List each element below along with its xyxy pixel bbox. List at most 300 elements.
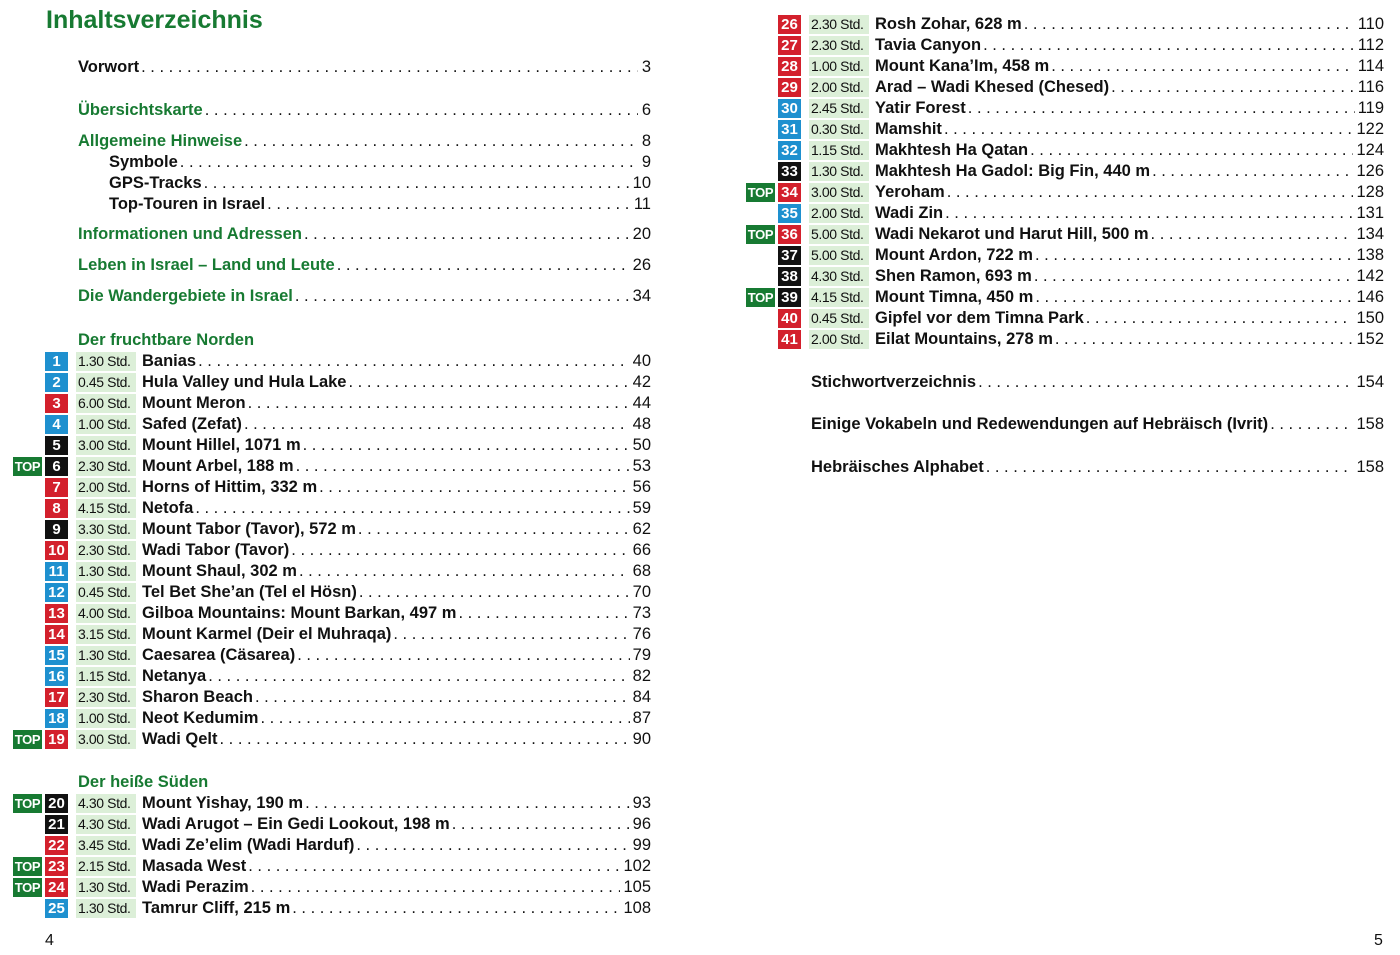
tour-entry-30[interactable] <box>778 98 1384 119</box>
tour-page: 116 <box>1357 78 1384 96</box>
toc-entry-label: Die Wandergebiete in Israel <box>78 287 293 305</box>
tour-entry-28[interactable] <box>778 56 1384 77</box>
tour-number-badge: 1 <box>45 352 68 371</box>
toc-entry-label: Leben in Israel – Land und Leute <box>78 256 335 274</box>
tour-name: Mount Ardon, 722 m <box>875 246 1033 264</box>
tour-duration: 1.15 Std. <box>76 667 136 686</box>
tour-page: 105 <box>623 878 651 896</box>
tour-number-badge: 6 <box>45 457 68 476</box>
tour-page: 102 <box>623 857 651 875</box>
tour-page: 59 <box>632 499 651 517</box>
tour-name: Mount Arbel, 188 m <box>142 457 294 475</box>
leader-dots <box>141 57 638 78</box>
tour-page: 110 <box>1357 15 1384 33</box>
tour-number-badge: 37 <box>778 246 801 265</box>
toc-entry-label: Allgemeine Hinweise <box>78 132 243 150</box>
tour-page: 53 <box>632 457 651 475</box>
toc-entry-alphabet[interactable] <box>811 457 1384 478</box>
leader-dots <box>1086 309 1354 328</box>
tour-page: 99 <box>632 836 651 854</box>
tour-name: Makhtesh Ha Gadol: Big Fin, 440 m <box>875 162 1151 180</box>
tour-name: Sharon Beach <box>142 688 253 706</box>
tour-entry-19[interactable] <box>14 729 651 750</box>
toc-entry-page: 154 <box>1356 373 1384 391</box>
tour-number-badge: 39 <box>778 288 801 307</box>
tour-entry-27[interactable] <box>778 35 1384 56</box>
tour-page: 152 <box>1356 330 1384 348</box>
tour-page: 142 <box>1356 267 1384 285</box>
tour-entry-13[interactable] <box>45 603 651 624</box>
tour-page: 48 <box>632 415 651 433</box>
tour-page: 50 <box>632 436 651 454</box>
section-heading-south: Der heiße Süden <box>78 773 209 791</box>
tour-page: 146 <box>1356 288 1384 306</box>
leader-dots <box>219 730 629 749</box>
tour-duration: 0.30 Std. <box>809 120 869 139</box>
tour-duration: 3.00 Std. <box>809 183 869 202</box>
top-tour-badge: TOP <box>14 859 41 874</box>
leader-dots <box>349 373 630 392</box>
tour-duration: 1.30 Std. <box>76 899 136 918</box>
toc-entry-page: 158 <box>1356 458 1384 476</box>
tour-page: 84 <box>632 688 651 706</box>
tour-name: Arad – Wadi Khesed (Chesed) <box>875 78 1110 96</box>
tour-duration: 0.45 Std. <box>809 309 869 328</box>
leader-dots <box>296 457 630 476</box>
tour-list-north <box>14 351 651 750</box>
tour-number-badge: 34 <box>778 183 801 202</box>
tour-page: 68 <box>632 562 651 580</box>
tour-name: Wadi Qelt <box>142 730 218 748</box>
tour-entry-14[interactable] <box>45 624 651 645</box>
tour-name: Wadi Zin <box>875 204 944 222</box>
toc-entry-label: Übersichtskarte <box>78 101 203 119</box>
tour-number-badge: 19 <box>45 730 68 749</box>
leader-dots <box>251 878 621 897</box>
tour-number-badge: 12 <box>45 583 68 602</box>
leader-dots <box>305 794 630 813</box>
tour-number-badge: 21 <box>45 815 68 834</box>
tour-name: Tavia Canyon <box>875 36 982 54</box>
tour-entry-12[interactable] <box>45 582 651 603</box>
leader-dots <box>248 857 620 876</box>
tour-number-badge: 26 <box>778 15 801 34</box>
tour-page: 42 <box>632 373 651 391</box>
tour-entry-1[interactable] <box>45 351 651 372</box>
tour-duration: 0.45 Std. <box>76 373 136 392</box>
tour-duration: 3.00 Std. <box>76 436 136 455</box>
tour-number-badge: 7 <box>45 478 68 497</box>
tour-duration: 2.00 Std. <box>809 204 869 223</box>
toc-entry-page: 6 <box>641 101 651 119</box>
tour-page: 96 <box>632 815 651 833</box>
tour-duration: 1.00 Std. <box>76 415 136 434</box>
leader-dots <box>198 352 630 371</box>
tour-entry-25[interactable] <box>45 898 651 919</box>
tour-number-badge: 38 <box>778 267 801 286</box>
tour-entry-7[interactable] <box>45 477 651 498</box>
leader-dots <box>1024 15 1355 34</box>
tour-number-badge: 32 <box>778 141 801 160</box>
tour-name: Netofa <box>142 499 194 517</box>
top-tour-badge: TOP <box>14 880 41 895</box>
toc-entry-gps-tracks[interactable] <box>109 173 651 194</box>
toc-entry-allgemeine-hinweise[interactable] <box>78 131 651 152</box>
tour-number-badge: 40 <box>778 309 801 328</box>
tour-entry-37[interactable] <box>778 245 1384 266</box>
tour-duration: 3.15 Std. <box>76 625 136 644</box>
tour-name: Tel Bet She’an (Tel el Hösn) <box>142 583 357 601</box>
tour-entry-9[interactable] <box>45 519 651 540</box>
tour-name: Banias <box>142 352 197 370</box>
tour-duration: 2.30 Std. <box>76 688 136 707</box>
leader-dots <box>208 667 629 686</box>
tour-name: Wadi Perazim <box>142 878 249 896</box>
tour-page: 138 <box>1356 246 1384 264</box>
leader-dots <box>248 394 630 413</box>
tour-duration: 2.00 Std. <box>809 330 869 349</box>
leader-dots <box>299 562 630 581</box>
tour-name: Hula Valley und Hula Lake <box>142 373 347 391</box>
toc-entry-vokabeln[interactable] <box>811 414 1384 435</box>
leader-dots <box>945 204 1353 223</box>
leader-dots <box>968 99 1355 118</box>
tour-entry-21[interactable] <box>45 814 651 835</box>
toc-entry-page: 26 <box>632 256 651 274</box>
tour-entry-2[interactable] <box>45 372 651 393</box>
tour-number-badge: 33 <box>778 162 801 181</box>
tour-number-badge: 31 <box>778 120 801 139</box>
tour-duration: 2.00 Std. <box>809 78 869 97</box>
leader-dots <box>260 709 629 728</box>
tour-page: 76 <box>632 625 651 643</box>
tour-duration: 6.00 Std. <box>76 394 136 413</box>
tour-entry-24[interactable] <box>14 877 651 898</box>
tour-duration: 4.00 Std. <box>76 604 136 623</box>
tour-page: 112 <box>1357 36 1384 54</box>
tour-number-badge: 27 <box>778 36 801 55</box>
tour-duration: 3.45 Std. <box>76 836 136 855</box>
tour-number-badge: 18 <box>45 709 68 728</box>
toc-entry-leben-in-israel[interactable] <box>78 255 651 276</box>
tour-number-badge: 36 <box>778 225 801 244</box>
leader-dots <box>983 36 1355 55</box>
toc-entry-label: Symbole <box>109 153 178 171</box>
tour-number-badge: 28 <box>778 57 801 76</box>
tour-name: Eilat Mountains, 278 m <box>875 330 1053 348</box>
tour-number-badge: 24 <box>45 878 68 897</box>
toc-entry-page: 9 <box>641 153 651 171</box>
toc-entry-label: Top-Touren in Israel <box>109 195 266 213</box>
tour-entry-35[interactable] <box>778 203 1384 224</box>
tour-duration: 3.30 Std. <box>76 520 136 539</box>
tour-name: Rosh Zohar, 628 m <box>875 15 1022 33</box>
leader-dots <box>1152 162 1353 181</box>
tour-page: 134 <box>1356 225 1384 243</box>
leader-dots <box>180 152 638 173</box>
tour-entry-40[interactable] <box>778 308 1384 329</box>
tour-entry-23[interactable] <box>14 856 651 877</box>
tour-name: Tamrur Cliff, 215 m <box>142 899 291 917</box>
tour-number-badge: 13 <box>45 604 68 623</box>
tour-number-badge: 22 <box>45 836 68 855</box>
toc-entry-label: Einige Vokabeln und Redewendungen auf Hebräisch (Ivrit) <box>811 415 1269 433</box>
toc-entry-page: 20 <box>632 225 651 243</box>
toc-entry-page: 3 <box>641 58 651 76</box>
tour-entry-26[interactable] <box>778 14 1384 35</box>
tour-duration: 1.30 Std. <box>76 352 136 371</box>
leader-dots <box>978 372 1352 393</box>
tour-number-badge: 10 <box>45 541 68 560</box>
tour-page: 128 <box>1356 183 1384 201</box>
tour-number-badge: 4 <box>45 415 68 434</box>
tour-page: 66 <box>632 541 651 559</box>
toc-entry-page: 8 <box>641 132 651 150</box>
toc-entry-uebersichtskarte[interactable] <box>78 100 651 121</box>
tour-name: Mount Yishay, 190 m <box>142 794 304 812</box>
leader-dots <box>1034 267 1354 286</box>
tour-duration: 1.30 Std. <box>76 878 136 897</box>
tour-name: Wadi Nekarot und Harut Hill, 500 m <box>875 225 1149 243</box>
leader-dots <box>359 583 630 602</box>
leader-dots <box>304 224 629 245</box>
toc-entry-label: Vorwort <box>78 58 140 76</box>
leader-dots <box>947 183 1354 202</box>
leader-dots <box>1270 414 1352 435</box>
tour-page: 114 <box>1357 57 1384 75</box>
tour-number-badge: 29 <box>778 78 801 97</box>
leader-dots <box>1035 288 1353 307</box>
leader-dots <box>986 457 1353 478</box>
tour-name: Caesarea (Cäsarea) <box>142 646 296 664</box>
leader-dots <box>303 436 630 455</box>
tour-duration: 3.00 Std. <box>76 730 136 749</box>
top-tour-badge: TOP <box>14 732 41 747</box>
tour-name: Mamshit <box>875 120 942 138</box>
tour-number-badge: 3 <box>45 394 68 413</box>
tour-page: 119 <box>1357 99 1384 117</box>
leader-dots <box>1030 141 1353 160</box>
tour-entry-5[interactable] <box>45 435 651 456</box>
tour-duration: 4.30 Std. <box>76 794 136 813</box>
leader-dots <box>1111 78 1355 97</box>
toc-entry-vorwort[interactable] <box>78 57 651 78</box>
leader-dots <box>458 604 629 623</box>
top-tour-badge: TOP <box>14 796 41 811</box>
tour-duration: 1.00 Std. <box>76 709 136 728</box>
leader-dots <box>1151 225 1354 244</box>
tour-entry-38[interactable] <box>778 266 1384 287</box>
tour-name: Masada West <box>142 857 247 875</box>
leader-dots <box>319 478 630 497</box>
tour-duration: 4.15 Std. <box>809 288 869 307</box>
tour-entry-4[interactable] <box>45 414 651 435</box>
toc-entry-wandergebiete[interactable] <box>78 286 651 307</box>
leader-dots <box>358 520 630 539</box>
tour-page: 87 <box>632 709 651 727</box>
tour-entry-11[interactable] <box>45 561 651 582</box>
tour-number-badge: 35 <box>778 204 801 223</box>
tour-page: 62 <box>632 520 651 538</box>
page-number-right: 5 <box>1374 932 1383 949</box>
tour-list-south <box>14 793 651 919</box>
tour-duration: 4.30 Std. <box>76 815 136 834</box>
toc-entry-label: GPS-Tracks <box>109 174 202 192</box>
tour-page: 79 <box>632 646 651 664</box>
tour-entry-39[interactable] <box>747 287 1384 308</box>
tour-entry-3[interactable] <box>45 393 651 414</box>
tour-duration: 0.45 Std. <box>76 583 136 602</box>
leader-dots <box>295 286 629 307</box>
tour-entry-20[interactable] <box>14 793 651 814</box>
tour-name: Horns of Hittim, 332 m <box>142 478 318 496</box>
leader-dots <box>356 836 629 855</box>
tour-page: 44 <box>632 394 651 412</box>
tour-name: Mount Shaul, 302 m <box>142 562 297 580</box>
toc-entry-informationen[interactable] <box>78 224 651 245</box>
tour-duration: 2.30 Std. <box>809 15 869 34</box>
tour-entry-32[interactable] <box>778 140 1384 161</box>
tour-page: 122 <box>1356 120 1384 138</box>
tour-name: Wadi Arugot – Ein Gedi Lookout, 198 m <box>142 815 450 833</box>
tour-number-badge: 2 <box>45 373 68 392</box>
tour-entry-36[interactable] <box>747 224 1384 245</box>
toc-entry-label: Informationen und Adressen <box>78 225 302 243</box>
tour-entry-29[interactable] <box>778 77 1384 98</box>
tour-name: Wadi Tabor (Tavor) <box>142 541 290 559</box>
tour-page: 73 <box>632 604 651 622</box>
tour-entry-6[interactable] <box>14 456 651 477</box>
tour-name: Neot Kedumim <box>142 709 259 727</box>
tour-duration: 5.00 Std. <box>809 246 869 265</box>
tour-name: Mount Hillel, 1071 m <box>142 436 301 454</box>
tour-number-badge: 15 <box>45 646 68 665</box>
tour-name: Wadi Ze’elim (Wadi Harduf) <box>142 836 355 854</box>
tour-duration: 1.00 Std. <box>809 57 869 76</box>
tour-entry-17[interactable] <box>45 687 651 708</box>
tour-page: 131 <box>1356 204 1384 222</box>
toc-entry-label: Stichwortverzeichnis <box>811 373 977 391</box>
leader-dots <box>1051 57 1354 76</box>
top-tour-badge: TOP <box>747 290 774 305</box>
tour-entry-18[interactable] <box>45 708 651 729</box>
tour-duration: 1.30 Std. <box>76 646 136 665</box>
leader-dots <box>1055 330 1354 349</box>
tour-number-badge: 20 <box>45 794 68 813</box>
leader-dots <box>205 100 638 121</box>
toc-entry-page: 10 <box>632 174 651 192</box>
tour-name: Mount Timna, 450 m <box>875 288 1034 306</box>
leader-dots <box>244 131 638 152</box>
tour-name: Gilboa Mountains: Mount Barkan, 497 m <box>142 604 457 622</box>
tour-number-badge: 17 <box>45 688 68 707</box>
tour-number-badge: 11 <box>45 562 68 581</box>
top-tour-badge: TOP <box>14 459 41 474</box>
tour-duration: 2.45 Std. <box>809 99 869 118</box>
tour-page: 126 <box>1356 162 1384 180</box>
tour-name: Safed (Zefat) <box>142 415 242 433</box>
tour-duration: 2.30 Std. <box>809 36 869 55</box>
tour-duration: 2.30 Std. <box>76 457 136 476</box>
toc-entry-top-touren[interactable] <box>109 194 651 215</box>
toc-entry-page: 11 <box>633 195 651 213</box>
leader-dots <box>244 415 630 434</box>
top-tour-badge: TOP <box>747 227 774 242</box>
leader-dots <box>452 815 630 834</box>
tour-page: 124 <box>1356 141 1384 159</box>
leader-dots <box>255 688 630 707</box>
toc-entry-page: 158 <box>1356 415 1384 433</box>
tour-entry-16[interactable] <box>45 666 651 687</box>
section-heading-north: Der fruchtbare Norden <box>78 331 255 349</box>
tour-page: 40 <box>632 352 651 370</box>
leader-dots <box>297 646 629 665</box>
tour-duration: 4.30 Std. <box>809 267 869 286</box>
leader-dots <box>204 173 629 194</box>
leader-dots <box>944 120 1354 139</box>
tour-name: Mount Kana’Im, 458 m <box>875 57 1050 75</box>
tour-number-badge: 23 <box>45 857 68 876</box>
leader-dots <box>292 899 620 918</box>
page-number-left: 4 <box>45 932 54 949</box>
tour-duration: 2.15 Std. <box>76 857 136 876</box>
toc-entry-label: Hebräisches Alphabet <box>811 458 984 476</box>
tour-name: Yatir Forest <box>875 99 966 117</box>
tour-number-badge: 25 <box>45 899 68 918</box>
tour-page: 90 <box>632 730 651 748</box>
leader-dots <box>1035 246 1353 265</box>
tour-list-right <box>747 14 1384 350</box>
leader-dots <box>291 541 629 560</box>
toc-entry-symbole[interactable] <box>109 152 651 173</box>
tour-duration: 4.15 Std. <box>76 499 136 518</box>
tour-number-badge: 16 <box>45 667 68 686</box>
tour-name: Gipfel vor dem Timna Park <box>875 309 1084 327</box>
tour-name: Netanya <box>142 667 207 685</box>
tour-number-badge: 9 <box>45 520 68 539</box>
toc-entry-page: 34 <box>632 287 651 305</box>
tour-entry-31[interactable] <box>778 119 1384 140</box>
tour-entry-41[interactable] <box>778 329 1384 350</box>
tour-entry-10[interactable] <box>45 540 651 561</box>
tour-page: 108 <box>623 899 651 917</box>
tour-duration: 2.00 Std. <box>76 478 136 497</box>
tour-entry-33[interactable] <box>778 161 1384 182</box>
tour-duration: 1.30 Std. <box>76 562 136 581</box>
tour-number-badge: 30 <box>778 99 801 118</box>
tour-name: Shen Ramon, 693 m <box>875 267 1032 285</box>
tour-name: Mount Karmel (Deir el Muhraqa) <box>142 625 392 643</box>
leader-dots <box>337 255 629 276</box>
leader-dots <box>267 194 630 215</box>
tour-duration: 2.30 Std. <box>76 541 136 560</box>
tour-entry-22[interactable] <box>45 835 651 856</box>
tour-page: 150 <box>1356 309 1384 327</box>
page-title: Inhaltsverzeichnis <box>46 6 263 34</box>
tour-name: Mount Tabor (Tavor), 572 m <box>142 520 356 538</box>
tour-entry-15[interactable] <box>45 645 651 666</box>
tour-page: 93 <box>632 794 651 812</box>
tour-name: Mount Meron <box>142 394 246 412</box>
top-tour-badge: TOP <box>747 185 774 200</box>
tour-duration: 1.15 Std. <box>809 141 869 160</box>
tour-entry-8[interactable] <box>45 498 651 519</box>
toc-entry-stichwortverzeichnis[interactable] <box>811 372 1384 393</box>
tour-number-badge: 41 <box>778 330 801 349</box>
tour-entry-34[interactable] <box>747 182 1384 203</box>
tour-duration: 5.00 Std. <box>809 225 869 244</box>
tour-page: 56 <box>632 478 651 496</box>
